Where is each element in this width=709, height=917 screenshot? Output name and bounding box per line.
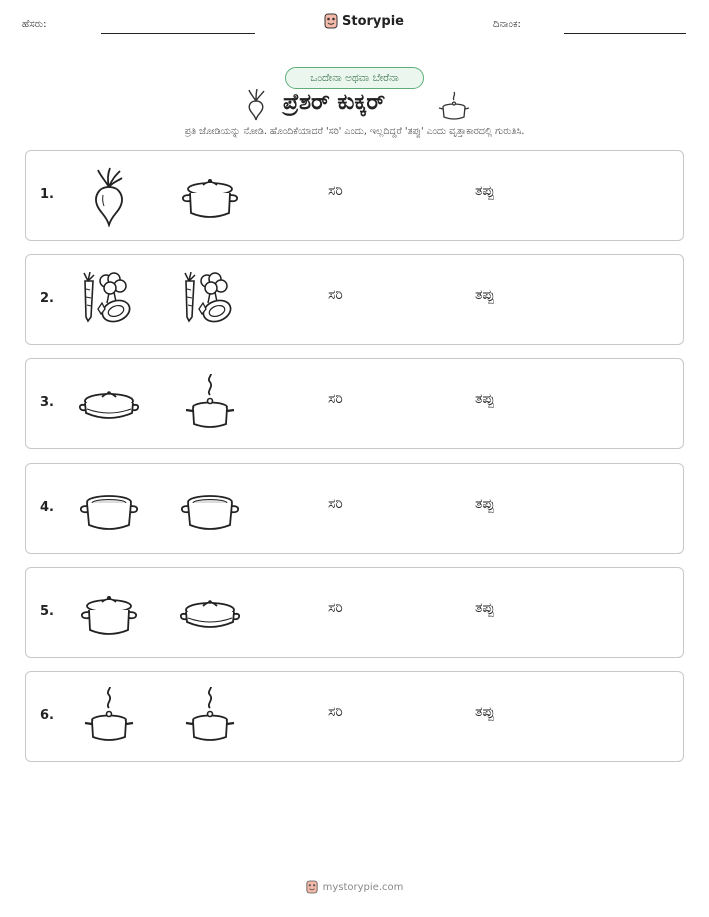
steaming-pot-icon — [437, 90, 471, 122]
option-true[interactable]: ಸರಿ — [328, 496, 343, 512]
question-number: 3. — [40, 395, 54, 410]
brand-name: Storypie — [342, 13, 404, 29]
storypie-mascot-icon — [306, 880, 318, 894]
option-false[interactable]: ತಪ್ಪು — [475, 704, 495, 720]
steaming-pot-icon — [78, 686, 140, 748]
pot-with-lid-icon — [179, 165, 241, 227]
radish-icon — [245, 89, 267, 121]
storypie-mascot-icon — [324, 13, 338, 29]
question-row — [25, 254, 684, 345]
option-false[interactable]: ತಪ್ಪು — [475, 496, 495, 512]
title-row — [0, 88, 709, 124]
open-pot-icon — [78, 478, 140, 540]
question-number: 5. — [40, 604, 54, 619]
steaming-pot-icon — [179, 686, 241, 748]
question-row — [25, 671, 684, 762]
option-false[interactable]: ತಪ್ಪು — [475, 600, 495, 616]
question-row — [25, 150, 684, 241]
option-false[interactable]: ತಪ್ಪು — [475, 391, 495, 407]
shallow-pot-icon — [179, 582, 241, 644]
option-true[interactable]: ಸರಿ — [328, 391, 343, 407]
question-row — [25, 358, 684, 449]
footer-url: mystorypie.com — [322, 881, 404, 893]
question-number: 6. — [40, 708, 54, 723]
vegetables-meat-icon — [179, 269, 241, 331]
vegetables-meat-icon — [78, 269, 140, 331]
question-number: 2. — [40, 291, 54, 306]
question-row — [25, 463, 684, 554]
date-line[interactable] — [564, 33, 686, 34]
option-false[interactable]: ತಪ್ಪು — [475, 287, 495, 303]
pot-with-lid-icon — [78, 582, 140, 644]
option-true[interactable]: ಸರಿ — [328, 600, 343, 616]
name-label: ಹೆಸರು: — [22, 19, 47, 30]
option-false[interactable]: ತಪ್ಪು — [475, 183, 495, 199]
option-true[interactable]: ಸರಿ — [328, 287, 343, 303]
question-row — [25, 567, 684, 658]
shallow-pot-icon — [78, 373, 140, 435]
brand-logo — [324, 13, 404, 29]
open-pot-icon — [179, 478, 241, 540]
question-number: 4. — [40, 500, 54, 515]
footer — [0, 880, 709, 894]
option-true[interactable]: ಸರಿ — [328, 704, 343, 720]
page-title: ಪ್ರೆಶರ್ ಕುಕ್ಕರ್ — [283, 90, 386, 115]
steaming-pot-icon — [179, 373, 241, 435]
activity-badge: ಒಂದೇನಾ ಅಥವಾ ಬೇರೆನಾ — [285, 67, 424, 89]
name-line[interactable] — [101, 33, 255, 34]
option-true[interactable]: ಸರಿ — [328, 183, 343, 199]
question-number: 1. — [40, 187, 54, 202]
radish-icon — [78, 165, 140, 227]
instructions: ಪ್ರತಿ ಜೋಡಿಯನ್ನು ನೋಡಿ. ಹೊಂದಿಕೆಯಾದರೆ 'ಸರಿ' ಎಂದು, ಇಲ್ಲದಿದ್ದರೆ 'ತಪ್ಪು' ಎಂದು ವೃತ್ತಾಕಾರದಲ್ಲಿ ಗುರುತಿಸಿ. — [184, 126, 525, 137]
date-label: ದಿನಾಂಕ: — [493, 19, 521, 30]
